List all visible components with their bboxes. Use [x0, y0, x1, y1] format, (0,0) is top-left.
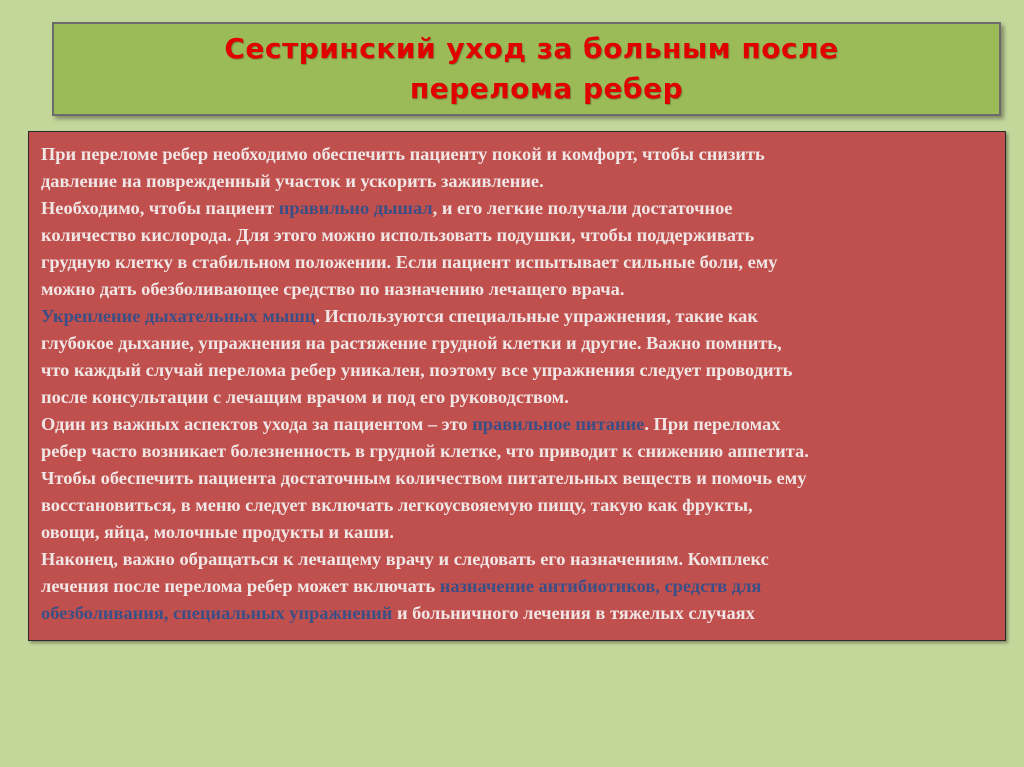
highlighted-term: Укрепление дыхательных мышц — [41, 306, 316, 326]
text-segment: ребер часто возникает болезненность в грудной клетке, что приводит к снижению аппетита. — [41, 441, 809, 461]
text-segment: количество кислорода. Для этого можно использовать подушки, чтобы поддерживать — [41, 225, 755, 245]
paragraph — [41, 303, 995, 411]
text-line — [41, 276, 995, 303]
text-segment: . При переломах — [644, 414, 781, 434]
text-line — [41, 303, 995, 330]
text-segment: Необходимо, чтобы пациент — [41, 198, 279, 218]
text-line — [41, 546, 995, 573]
text-segment: Наконец, важно обращаться к лечащему врачу и следовать его назначениям. Комплекс — [41, 549, 769, 569]
text-segment: Чтобы обеспечить пациента достаточным количеством питательных веществ и помочь ему — [41, 468, 807, 488]
text-segment: восстановиться, в меню следует включать легкоусвояемую пищу, такую как фрукты, — [41, 495, 753, 515]
text-line — [41, 465, 995, 492]
text-segment: грудную клетку в стабильном положении. Если пациент испытывает сильные боли, ему — [41, 252, 778, 272]
text-line — [41, 357, 995, 384]
highlighted-term: правильно дышал — [278, 198, 433, 218]
text-segment: . Используются специальные упражнения, такие как — [315, 306, 758, 326]
text-segment: овощи, яйца, молочные продукты и каши. — [41, 522, 394, 542]
text-line — [41, 600, 995, 627]
text-line — [41, 141, 995, 168]
text-line — [41, 519, 995, 546]
text-segment: глубокое дыхание, упражнения на растяжение грудной клетки и другие. Важно помнить, — [41, 333, 782, 353]
paragraph — [41, 411, 995, 546]
text-segment: и больничного лечения в тяжелых случаях — [392, 603, 755, 623]
text-segment: давление на поврежденный участок и ускорить заживление. — [41, 171, 544, 191]
paragraph — [41, 195, 995, 303]
text-line — [41, 168, 995, 195]
text-line — [41, 249, 995, 276]
text-segment: При переломе ребер необходимо обеспечить пациенту покой и комфорт, чтобы снизить — [41, 144, 765, 164]
text-segment: что каждый случай перелома ребер уникален, поэтому все упражнения следует проводить — [41, 360, 793, 380]
text-line — [41, 411, 995, 438]
slide-title-line-2: перелома ребер — [409, 72, 684, 105]
text-line — [41, 330, 995, 357]
text-line — [41, 573, 995, 600]
text-segment: лечения после перелома ребер может включать — [41, 576, 440, 596]
slide-content-box — [28, 131, 1006, 641]
text-segment: можно дать обезболивающее средство по назначению лечащего врача. — [41, 279, 625, 299]
text-segment: Один из важных аспектов ухода за пациентом – это — [41, 414, 473, 434]
slide-title-box — [52, 22, 1001, 116]
paragraph — [41, 141, 995, 195]
slide-title-line-1: Сестринский уход за больным после — [224, 32, 839, 65]
highlighted-term: назначение антибиотиков, средств для — [439, 576, 762, 596]
text-line — [41, 384, 995, 411]
text-segment: после консультации с лечащим врачом и под его руководством. — [41, 387, 569, 407]
text-line — [41, 222, 995, 249]
text-line — [41, 492, 995, 519]
text-line — [41, 438, 995, 465]
text-line — [41, 195, 995, 222]
text-segment: , и его легкие получали достаточное — [432, 198, 733, 218]
highlighted-term: правильное питание — [472, 414, 645, 434]
paragraph — [41, 546, 995, 627]
highlighted-term: обезболивания, специальных упражнений — [41, 603, 393, 623]
